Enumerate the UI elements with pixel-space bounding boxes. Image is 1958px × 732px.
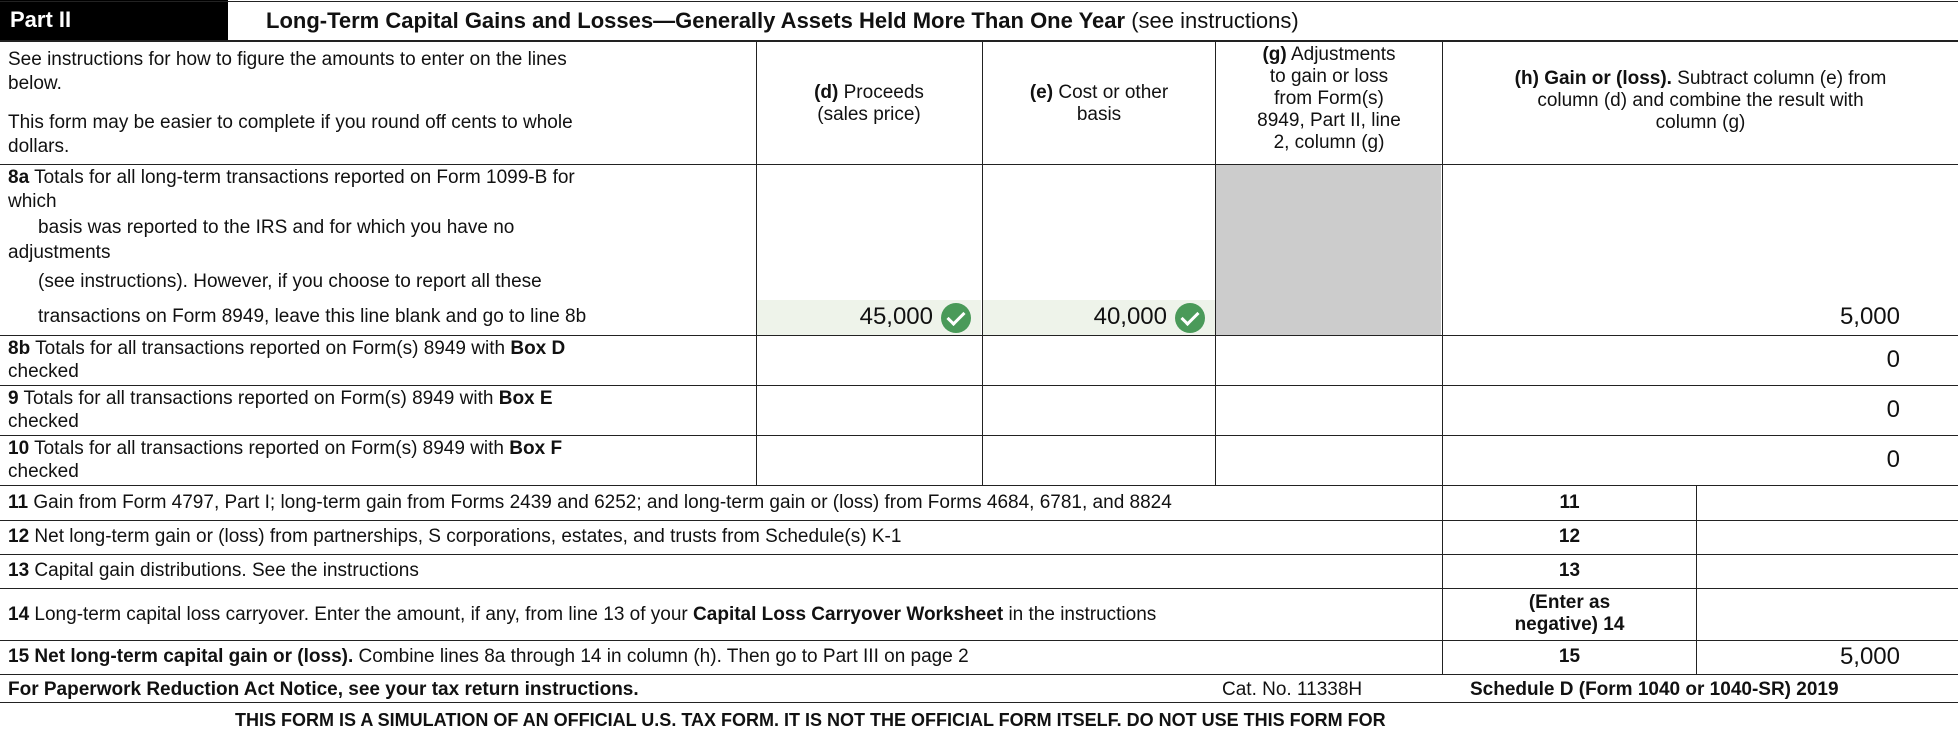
row8a-e-field[interactable] bbox=[983, 301, 1215, 334]
col-h-header: (h) Gain or (loss). Subtract column (e) from column (d) and combine the result with column (g) bbox=[1514, 68, 1887, 133]
part-title: Long-Term Capital Gains and Losses—Generally Assets Held More Than One Year (see instructions) bbox=[266, 8, 1299, 33]
footer-cat-number: Cat. No. 11338H bbox=[1222, 679, 1363, 700]
rule-top bbox=[0, 1, 1958, 2]
intro-line2: below. bbox=[8, 73, 62, 94]
row15-value: 5,000 bbox=[1839, 643, 1900, 670]
row11-line-number: 11 bbox=[1559, 492, 1580, 513]
row13-value-field[interactable] bbox=[1697, 555, 1958, 588]
row8b-line1: 8b Totals for all transactions reported on Form(s) 8949 with Box D bbox=[8, 338, 566, 359]
col-d-header: (d) Proceeds (sales price) bbox=[814, 82, 924, 125]
footer-notice: For Paperwork Reduction Act Notice, see your tax return instructions. bbox=[8, 679, 639, 700]
col-g-8a-shaded bbox=[1216, 165, 1441, 335]
col-e-header: (e) Cost or other basis bbox=[1029, 82, 1169, 125]
row8a-line1: 8a Totals for all long-term transactions reported on Form 1099-B for bbox=[8, 167, 575, 188]
row8b-h-field[interactable] bbox=[1443, 336, 1958, 385]
footer-schedule: Schedule D (Form 1040 or 1040-SR) 2019 bbox=[1470, 679, 1839, 700]
row14-value-field[interactable] bbox=[1697, 589, 1958, 640]
part-label-box bbox=[0, 0, 228, 40]
row8a-d-value: 45,000 bbox=[859, 303, 933, 330]
row8a-d-field[interactable] bbox=[757, 301, 981, 334]
footer-disclaimer: THIS FORM IS A SIMULATION OF AN OFFICIAL U.S. TAX FORM. IT IS NOT THE OFFICIAL FORM ITSELF. DO NOT USE THIS FORM FOR bbox=[235, 710, 1386, 730]
col-g-header: (g) Adjustments to gain or loss from Form(s) 8949, Part II, line 2, column (g) bbox=[1257, 44, 1401, 153]
row9-line1: 9 Totals for all transactions reported on Form(s) 8949 with Box E bbox=[8, 388, 553, 409]
row11-value-field[interactable] bbox=[1697, 486, 1958, 520]
row14-text: 14 Long-term capital loss carryover. Enter the amount, if any, from line 13 of your Capital Loss Carryover Worksheet in the instructions bbox=[8, 604, 1157, 625]
row10-line2: checked bbox=[8, 461, 79, 482]
row15-text: 15 Net long-term capital gain or (loss). Combine lines 8a through 14 in column (h). Then go to Part III on page 2 bbox=[8, 646, 969, 667]
row13-text: 13 Capital gain distributions. See the instructions bbox=[8, 560, 419, 581]
row8a-line4: adjustments bbox=[8, 242, 111, 263]
row8b-h-value: 0 bbox=[1886, 346, 1900, 373]
row9-h-value: 0 bbox=[1886, 396, 1900, 423]
row8a-h-value: 5,000 bbox=[1839, 303, 1900, 330]
row15-line-number: 15 bbox=[1558, 646, 1581, 667]
check-icon bbox=[941, 303, 971, 333]
row8a-h-field[interactable] bbox=[1443, 301, 1958, 334]
part-label: Part II bbox=[10, 7, 72, 32]
row9-h-field[interactable] bbox=[1443, 386, 1958, 435]
row10-line1: 10 Totals for all transactions reported on Form(s) 8949 with Box F bbox=[8, 438, 563, 459]
row13-line-number: 13 bbox=[1558, 560, 1581, 581]
row8b-line2: checked bbox=[8, 361, 79, 382]
row14-line-number: (Enter as negative) 14 bbox=[1514, 592, 1625, 635]
row8a-line6: transactions on Form 8949, leave this line blank and go to line 8b bbox=[38, 306, 587, 327]
row8a-line3: basis was reported to the IRS and for which you have no bbox=[38, 217, 515, 238]
row10-h-value: 0 bbox=[1886, 446, 1900, 473]
row9-line2: checked bbox=[8, 411, 79, 432]
row12-line-number: 12 bbox=[1558, 526, 1581, 547]
row8a-line5: (see instructions). However, if you choose to report all these bbox=[38, 271, 542, 292]
intro-line3: This form may be easier to complete if you round off cents to whole bbox=[8, 112, 573, 133]
row11-text: 11 Gain from Form 4797, Part I; long-term gain from Forms 2439 and 6252; and long-term gain or (loss) from Forms 4684, 6781, and 8824 bbox=[8, 492, 1172, 513]
intro-line1: See instructions for how to figure the amounts to enter on the lines bbox=[8, 49, 567, 70]
row10-h-field[interactable] bbox=[1443, 436, 1958, 485]
row8a-e-value: 40,000 bbox=[1093, 303, 1167, 330]
check-icon bbox=[1175, 303, 1205, 333]
row15-value-field[interactable] bbox=[1697, 641, 1958, 674]
row12-value-field[interactable] bbox=[1697, 521, 1958, 554]
row12-text: 12 Net long-term gain or (loss) from partnerships, S corporations, estates, and trusts from Schedule(s) K-1 bbox=[8, 526, 902, 547]
intro-line4: dollars. bbox=[8, 136, 70, 157]
row8a-line2: which bbox=[8, 191, 57, 212]
